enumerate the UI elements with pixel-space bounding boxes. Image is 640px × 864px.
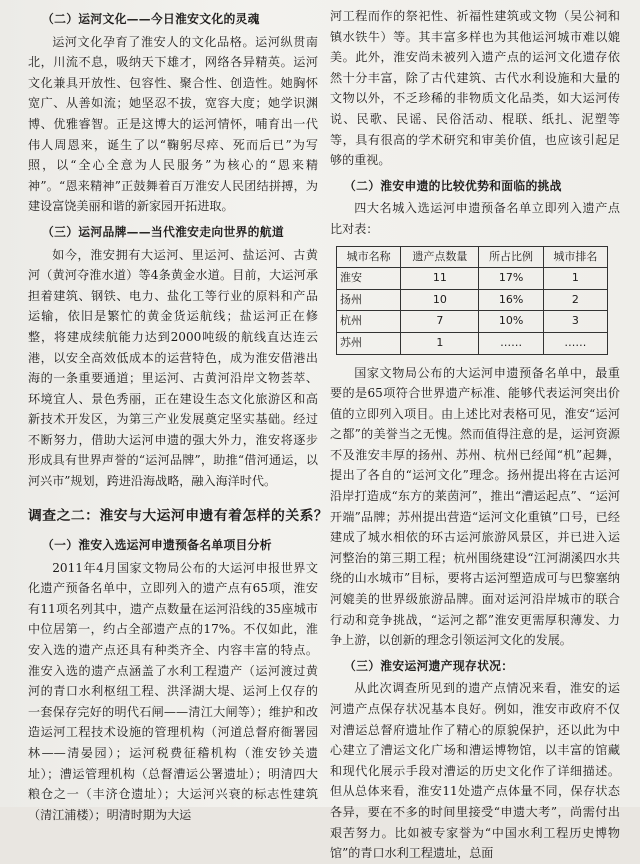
section-heading-canal-brand: （三）运河品牌——当代淮安走向世界的航道 <box>42 224 284 239</box>
table-header: 城市名称 <box>337 246 401 268</box>
table-cell: 苏州 <box>337 332 401 354</box>
paragraph-continued: 河工程而作的祭祀性、祈福性建筑或文物（吴公祠和镇水铁牛）等。其丰富多样也为其他运河城市难以媲美。此外，淮安尚未被列入遗产点的运河文化遗存依然十分丰富，除了古代建筑、古代水利设施和大量的文物以外，不乏珍稀的非物质文化品类，如大运河传说、民歌、民谣、民俗活动、棍联、纸扎、泥塑等等，具有很高的学术研究和审美价值，也应该引起足够的重视。 <box>330 9 620 168</box>
table-header: 所占比例 <box>479 246 543 268</box>
paragraph-challenges: 国家文物局公布的大运河申遗预备名单中，最重要的是65项符合世界遗产标准、能够代表运河突出价值的立即列入项目。由上述比对表格可见，淮安“运河之都”的美誉当之无愧。然而值得注意的是，运河资源不及淮安丰厚的扬州、苏州、杭州已经闻“机”起舞，提出了各自的“运河文化”理念。扬州提出将在古运河沿岸打造成“东方的莱茵河”，推出“漕运起点”、“运河开端”品牌；苏州提出营造“运河文化重镇”口号，已经建成了城水相依的环古运河旅游风景区，并已进入运河整治的第三期工程；杭州围绕建设“江河湖溪四水共绕的山水城市”目标，要将古运河塑造成可与巴黎塞纳河媲美的世界级旅游品牌。面对运河沿岸城市的联合行动和竞争挑战，“运河之都”淮安更需厚积薄发、力争上游，以创新的理念引领运河文化的发展。 <box>330 365 620 648</box>
paragraph-table-intro: 四大名城入选运河申遗预备名单立即列入遗产点比对表： <box>330 201 620 236</box>
table-row <box>337 332 608 354</box>
paragraph-list-analysis: 2011年4月国家文物局公布的大运河申报世界文化遗产预备名单中，立即列入的遗产点有65项，淮安有11项名列其中，遗产点数量在运河沿线的35座城市中位居第一，约占全部遗产点的17%。不仅如此，淮安入选的遗产点还具有种类齐全、内容丰富的特点。淮安入选的遗产点涵盖了水利工程遗产（运河渡过黄河的青口水利枢纽工程、洪泽湖大堤、运河上仅存的一套保存完好的明代石闸——清江大闸等）；维护和改造运河工程技术设施的管理机构（河道总督府衙署园林——清晏园）；运河税费征稽机构（淮安钞关遗址）；漕运管理机构（总督漕运公署遗址）；明清四大粮仓之一（丰济仓遗址）；大运河兴衰的标志性建筑（清江浦楼）；明清时期为大运 <box>28 560 318 822</box>
left-column-top <box>28 6 318 492</box>
section-heading-advantages: （二）淮安申遗的比较优势和面临的挑战 <box>344 178 562 193</box>
table-cell: 11 <box>401 268 479 290</box>
table-cell: 7 <box>401 311 479 333</box>
survey-heading-2: 调查之二：淮安与大运河申遗有着怎样的关系？ <box>28 508 329 524</box>
paragraph-heritage-status: 从此次调查所见到的遗产点情况来看，淮安的运河遗产点保存状况基本良好。例如，淮安市政府不仅对漕运总督府遗址作了精心的原貌保护，还以此为中心建立了漕运文化广场和漕运博物馆，以丰富的馆藏和现代化展示手段对漕运的历史文化作了详细描述。但从总体来看，淮安11处遗产点体量不同，保存状态各异，要在不多的时间里接受“申遗大考”，尚需付出艰苦努力。比如被专家誉为“中国水利工程历史博物馆”的青口水利工程遗址，总面 <box>330 681 620 861</box>
table-cell: 淮安 <box>337 268 401 290</box>
city-comparison-table <box>336 246 608 355</box>
table-cell: 扬州 <box>337 289 401 311</box>
table-row <box>337 289 608 311</box>
left-column-bottom <box>28 532 318 825</box>
table-cell: …… <box>479 332 543 354</box>
table-cell: …… <box>543 332 607 354</box>
table-cell: 2 <box>543 289 607 311</box>
paragraph-canal-brand: 如今，淮安拥有大运河、里运河、盐运河、古黄河（黄河夺淮水道）等4条黄金水道。目前，大运河承担着建筑、钢铁、电力、盐化工等行业的原料和产品运输，依旧是繁忙的黄金货运航线；盐运河正在修整，将建成续航能力达到2000吨级的航线直达连云港，以安全高效低成本的运营特色，成为淮安借港出海的一条重要通道；里运河、古黄河沿岸文物荟萃、环境宜人、景色秀丽，正在建设生态文化旅游区和高新技术开发区，为第三产业发展奠定坚实基础。经过不断努力，借助大运河申遗的强大外力，淮安将逐步形成具有世界声誉的“运河品牌”，助推“借河通运，以河兴市”规划，跨进沿海战略，融入海洋时代。 <box>28 247 318 489</box>
table-cell: 17% <box>479 268 543 290</box>
table-cell: 1 <box>543 268 607 290</box>
table-cell: 3 <box>543 311 607 333</box>
table-cell: 1 <box>401 332 479 354</box>
table-header: 城市排名 <box>543 246 607 268</box>
section-heading-heritage-status: （三）淮安运河遗产现存状况： <box>344 658 514 673</box>
table-row <box>337 311 608 333</box>
table-row <box>337 268 608 290</box>
section-heading-list-analysis: （一）淮安入选运河申遗预备名单项目分析 <box>42 538 272 552</box>
section-heading-canal-culture: （二）运河文化——今日淮安文化的灵魂 <box>42 12 260 26</box>
table-cell: 10 <box>401 289 479 311</box>
table-header: 遗产点数量 <box>401 246 479 268</box>
table-cell: 10% <box>479 311 543 333</box>
table-cell: 16% <box>479 289 543 311</box>
right-column <box>330 6 620 864</box>
paragraph-canal-culture: 运河文化孕育了淮安人的文化品格。运河纵贯南北，川流不息，吸纳天下雄才，网络各异精英。运河文化兼具开放性、包容性、聚合性、创造性。她胸怀宽广、从善如流；她坚忍不拔，宽容大度；她学识渊博、优雅睿智。正是这博大的运河情怀，哺育出一代伟人周恩来，诞生了以“鞠躬尽瘁、死而后已”为写照，以“全心全意为人民服务”为核心的“恩来精神”。“恩来精神”正鼓舞着百万淮安人民团结拼搏，为建设富饶美丽和谐的新家园开拓进取。 <box>28 34 318 214</box>
table-header-row <box>337 246 608 268</box>
table-cell: 杭州 <box>337 311 401 333</box>
